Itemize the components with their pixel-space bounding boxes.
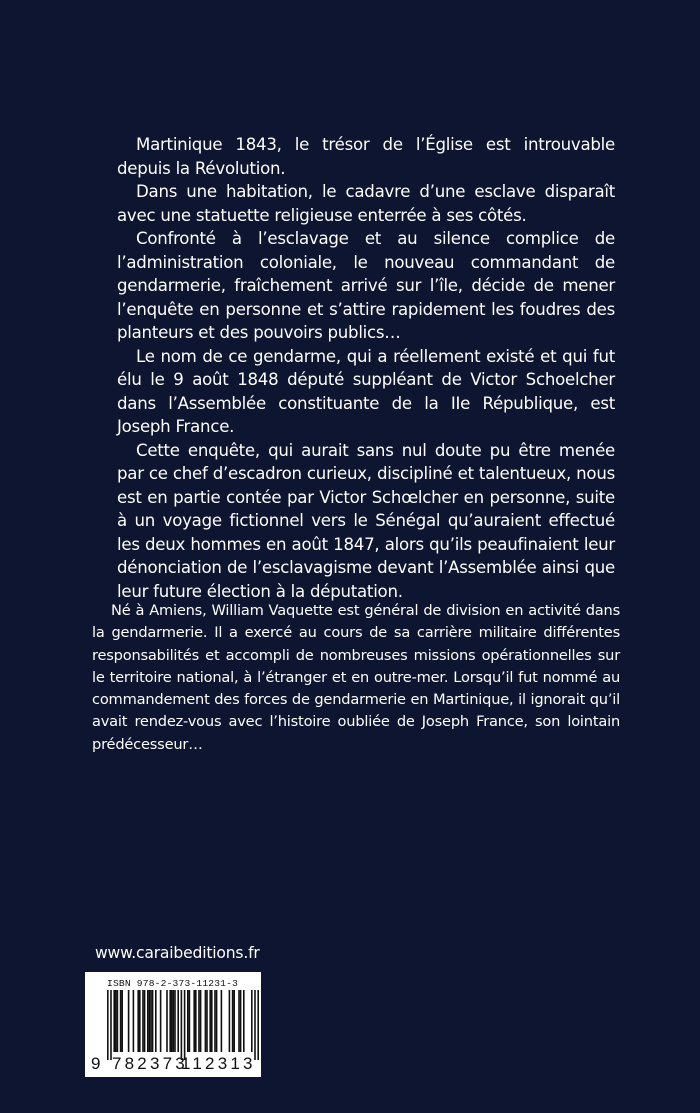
barcode-bar [211,990,213,1052]
blurb-paragraph-2: Dans une habitation, le cadavre d’une esclave disparaît avec une statuette religieuse enterrée à ses côtés. [117,182,615,225]
barcode-bar [221,990,223,1052]
barcode-bar [128,990,130,1052]
barcode-bar [174,990,176,1052]
barcode-bar [160,990,162,1052]
barcode-bar [206,990,208,1052]
barcode-bar [147,990,149,1052]
barcode-bar [198,990,200,1052]
barcode-bar [171,990,173,1052]
barcode-bar [195,990,197,1052]
barcode-bar [173,990,175,1052]
isbn-barcode [85,972,261,1077]
barcode-bar [240,990,242,1052]
barcode-bar [152,990,154,1052]
blurb-paragraph-4: Le nom de ce gendarme, qui a réellement existé et qui fut élu le 9 août 1848 député suppléant de Victor Schoelcher dans l’Assemblée constituante de la IIe République, est Joseph France. [117,346,615,436]
barcode-bar [166,990,168,1052]
barcode-guard-bar [184,990,186,1060]
barcode-bar [150,990,152,1052]
barcode-bar [121,990,123,1052]
barcode-bar [187,990,189,1052]
barcode-bar [200,990,202,1052]
barcode-bar [169,990,171,1052]
blurb-paragraph-5: Cette enquête, qui aurait sans nul doute pu être menée par ce chef d’escadron curieux, discipliné et talentueux, nous est en partie contée par Victor Schœlcher en personne, suite à un voyage fictionnel vers le Sénégal qu’auraient effectué les deux hommes en août 1847, alors qu’ils peaufinaient leur dénonciation de l’esclavagisme devant l’Assemblée ainsi que leur future élection à la députation. [117,440,615,601]
barcode-guard-bar [110,990,112,1060]
barcode-guard-bar [181,990,183,1060]
barcode-bar [155,990,157,1052]
barcode-guard-bar [254,990,256,1060]
barcode-bar [209,990,211,1052]
barcode-bar [193,990,195,1052]
barcode-bar [117,990,119,1052]
blurb-paragraph-3: Confronté à l’esclavage et au silence complice de l’administration coloniale, le nouveau commandant de gendarmerie, fraîchement arrivé sur l’île, décide de mener l’enquête en personne et s’attire rapidement les foudres des planteurs et des pouvoirs publics… [117,229,615,342]
barcode-bar [205,990,207,1052]
barcode-bar [120,990,122,1052]
barcode-bar [243,990,245,1052]
publisher-website: www.caraibeditions.fr [95,944,260,962]
blurb-paragraph-1: Martinique 1843, le trésor de l’Église est introuvable depuis la Révolution. [117,135,615,178]
barcode-bar [229,990,231,1052]
barcode-bar [214,990,216,1052]
barcode-bar [149,990,151,1052]
barcode-bar [139,990,141,1052]
barcode-bar [233,990,235,1052]
isbn-label: ISBN 978-2-373-11231-3 [107,978,239,989]
barcode-bar [137,990,139,1052]
barcode-digit-first: 9 [91,1054,101,1073]
barcode-bar [232,990,234,1052]
barcode-bar [189,990,191,1052]
author-bio-text: Né à Amiens, William Vaquette est général de division en activité dans la gendarmerie. Il a exercé au cours de sa carrière militaire différentes responsabilités et accompli de nombreuses missions opérationnelles sur le territoire national, à l’étranger et en outre-mer. Lorsqu’il fut nommé au commandement des forces de gendarmerie en Martinique, il ignorait qu’il avait rendez-vous avec l’histoire oubliée de Joseph France, son lointain prédécesseur… [92,602,620,753]
barcode-bar [251,990,253,1052]
barcode-bar [142,990,144,1052]
barcode-bar [238,990,240,1052]
author-bio [92,600,620,756]
barcode-bar [115,990,117,1052]
barcode-bar [144,990,146,1052]
barcode-digits-right: 112313 [181,1054,256,1073]
barcode-bar [216,990,218,1052]
barcode-bar [113,990,115,1052]
barcode-guard-bar [107,990,109,1060]
back-cover-blurb [117,133,615,603]
barcode-bar [177,990,179,1052]
barcode-digits-left: 782373 [112,1054,188,1073]
barcode-bar [133,990,135,1052]
barcode-guard-bar [257,990,259,1060]
